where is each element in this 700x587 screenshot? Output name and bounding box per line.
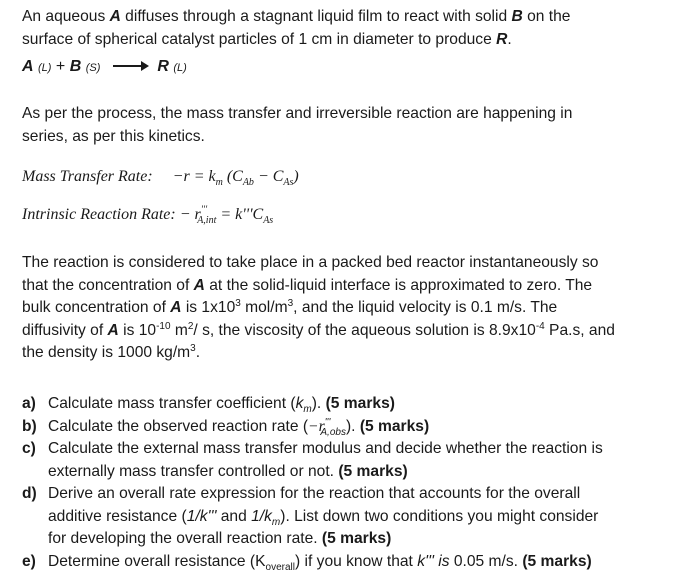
reaction-arrow-icon: [113, 65, 147, 67]
question-b: b) Calculate the observed reaction rate $(-r'''_{A,obs})$. (5 marks): [22, 416, 430, 438]
conditions-line-2: that the concentration of A at the solid-liquid interface is approximated to zero. The: [22, 276, 593, 294]
conditions-line-3: bulk concentration of A is $1x10^3$ mol/$m^3$, and the liquid velocity is 0.1 m/s. The: [22, 297, 558, 316]
question-a: a) Calculate mass transfer coefficient $(k_m)$. (5 marks): [22, 395, 395, 416]
mass-transfer-rate-equation: Mass Transfer Rate: $-r = k_m$ $(C_{Ab} - C_{As})$: [22, 168, 299, 189]
question-c: c) Calculate the external mass transfer modulus and decide whether the reaction is externally mass transfer controlled or not. (5 marks): [22, 440, 603, 480]
reaction-equation: A (L) + B (S) R (L): [22, 58, 187, 75]
process-line-1: As per the process, the mass transfer and irreversible reaction are happening in: [22, 105, 573, 122]
conditions-line-5: the density is 1000 $kg/m^3$.: [22, 342, 201, 361]
intro-line-1: An aqueous A diffuses through a stagnant liquid film to react with solid B on the: [22, 8, 571, 25]
question-d: d) Derive an overall rate expression for the reaction that accounts for the overall additive resistance (1/k''' and $1/k_m$). List down two conditions you might consider for developing the overall reaction rate. (5 marks): [22, 485, 599, 547]
intrinsic-reaction-rate-equation: Intrinsic Reaction Rate: − $r'''_{A,int} = k'''C_{As}$: [22, 204, 274, 227]
conditions-paragraph: [22, 252, 690, 365]
conditions-line-4: diffusivity of A is $10^{-10}$ $m^2/$ s, the viscosity of the aqueous solution is $8.9x10^{-4}$ Pa.s, and: [22, 320, 615, 339]
intro-paragraph: [22, 6, 690, 51]
question-e: e) Determine overall resistance $(K_{overall})$ if you know that k''' is 0.05 m/s. (5 marks): [22, 552, 592, 573]
process-line-2: series, as per this kinetics.: [22, 127, 205, 145]
process-paragraph: [22, 103, 690, 148]
intro-line-2: surface of spherical catalyst particles of 1 cm in diameter to produce R.: [22, 30, 512, 48]
conditions-line-1: The reaction is considered to take place in a packed bed reactor instantaneously so: [22, 254, 599, 271]
questions-list: [22, 393, 690, 573]
